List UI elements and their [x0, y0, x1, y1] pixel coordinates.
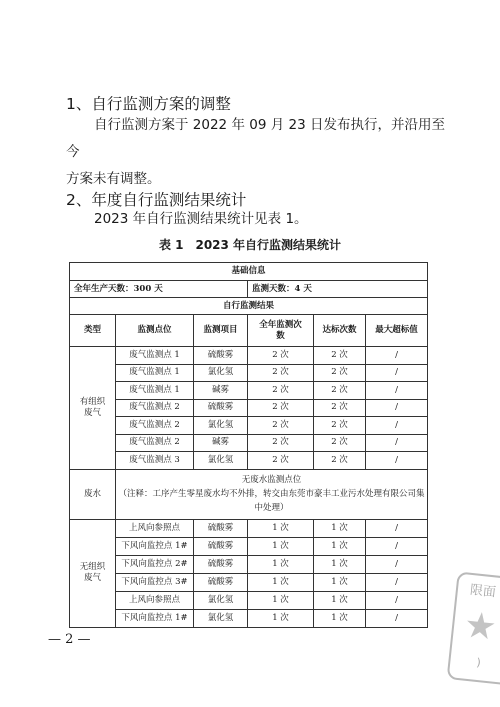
wastewater-row — [70, 469, 428, 519]
monitoring-results-table — [69, 262, 428, 628]
table-row: 下风向监控点 1# 氯化氢 1 次 1 次 / — [70, 609, 428, 627]
table-row: 下风向监控点 2# 硫酸雾 1 次 1 次 / — [70, 555, 428, 573]
table-row: 废气监测点 3 氯化氢 2 次 2 次 / — [70, 452, 428, 470]
table-row: 下风向监控点 3# 硫酸雾 1 次 1 次 / — [70, 573, 428, 591]
header-count: 全年监测次 数 — [248, 315, 314, 347]
header-pass: 达标次数 — [314, 315, 366, 347]
wastewater-label: 废水 — [70, 469, 116, 519]
organized-gas-label: 有组织 废气 — [70, 347, 116, 470]
results-title: 自行监测结果 — [70, 298, 428, 315]
section1-heading: 1、自行监测方案的调整 — [66, 95, 231, 113]
header-item: 监测项目 — [194, 315, 248, 347]
header-row — [70, 315, 428, 347]
seal-mark: ) — [475, 655, 482, 670]
table-row: 废气监测点 2 硫酸雾 2 次 2 次 / — [70, 399, 428, 417]
section2-heading: 2、年度自行监测结果统计 — [66, 191, 247, 209]
section2-paragraph: 2023 年自行监测结果统计见表 1。 — [94, 211, 308, 227]
monitoring-days: 监测天数：4 天 — [248, 281, 428, 298]
section1-para-line2: 方案未有调整。 — [66, 171, 161, 187]
table-row: 有组织 废气 废气监测点 1 硫酸雾 2 次 2 次 / — [70, 347, 428, 365]
table-row: 废气监测点 2 氯化氢 2 次 2 次 / — [70, 417, 428, 435]
header-type: 类型 — [70, 315, 116, 347]
table-row: 无组织 废气 上风向参照点 硫酸雾 1 次 1 次 / — [70, 519, 428, 537]
table-row: 废气监测点 1 碱雾 2 次 2 次 / — [70, 382, 428, 400]
header-max: 最大超标值 — [366, 315, 428, 347]
basic-info-title: 基础信息 — [70, 263, 428, 281]
table-row: 下风向监控点 1# 硫酸雾 1 次 1 次 / — [70, 537, 428, 555]
unorganized-gas-label: 无组织 废气 — [70, 519, 116, 627]
header-point: 监测点位 — [116, 315, 194, 347]
table-row: 废气监测点 1 氯化氢 2 次 2 次 / — [70, 364, 428, 382]
wastewater-note: 无废水监测点位 （注释：工序产生零星废水均不外排，转交由东莞市豪丰工业污水处理有限公司集 中处理） — [116, 469, 428, 519]
table-row: 废气监测点 2 碱雾 2 次 2 次 / — [70, 434, 428, 452]
seal-text: 限面 — [469, 582, 497, 601]
page-number: — 2 — — [48, 632, 91, 647]
table-caption: 表 1 2023 年自行监测结果统计 — [158, 238, 342, 252]
table-row: 上风向参照点 氯化氢 1 次 1 次 / — [70, 591, 428, 609]
star-icon: ★ — [462, 604, 499, 649]
section1-paragraph — [66, 112, 446, 193]
production-days: 全年生产天数：300 天 — [70, 281, 248, 298]
company-seal — [447, 571, 500, 686]
section1-para-line1: 自行监测方案于 2022 年 09 月 23 日发布执行，并沿用至今 — [66, 117, 445, 160]
